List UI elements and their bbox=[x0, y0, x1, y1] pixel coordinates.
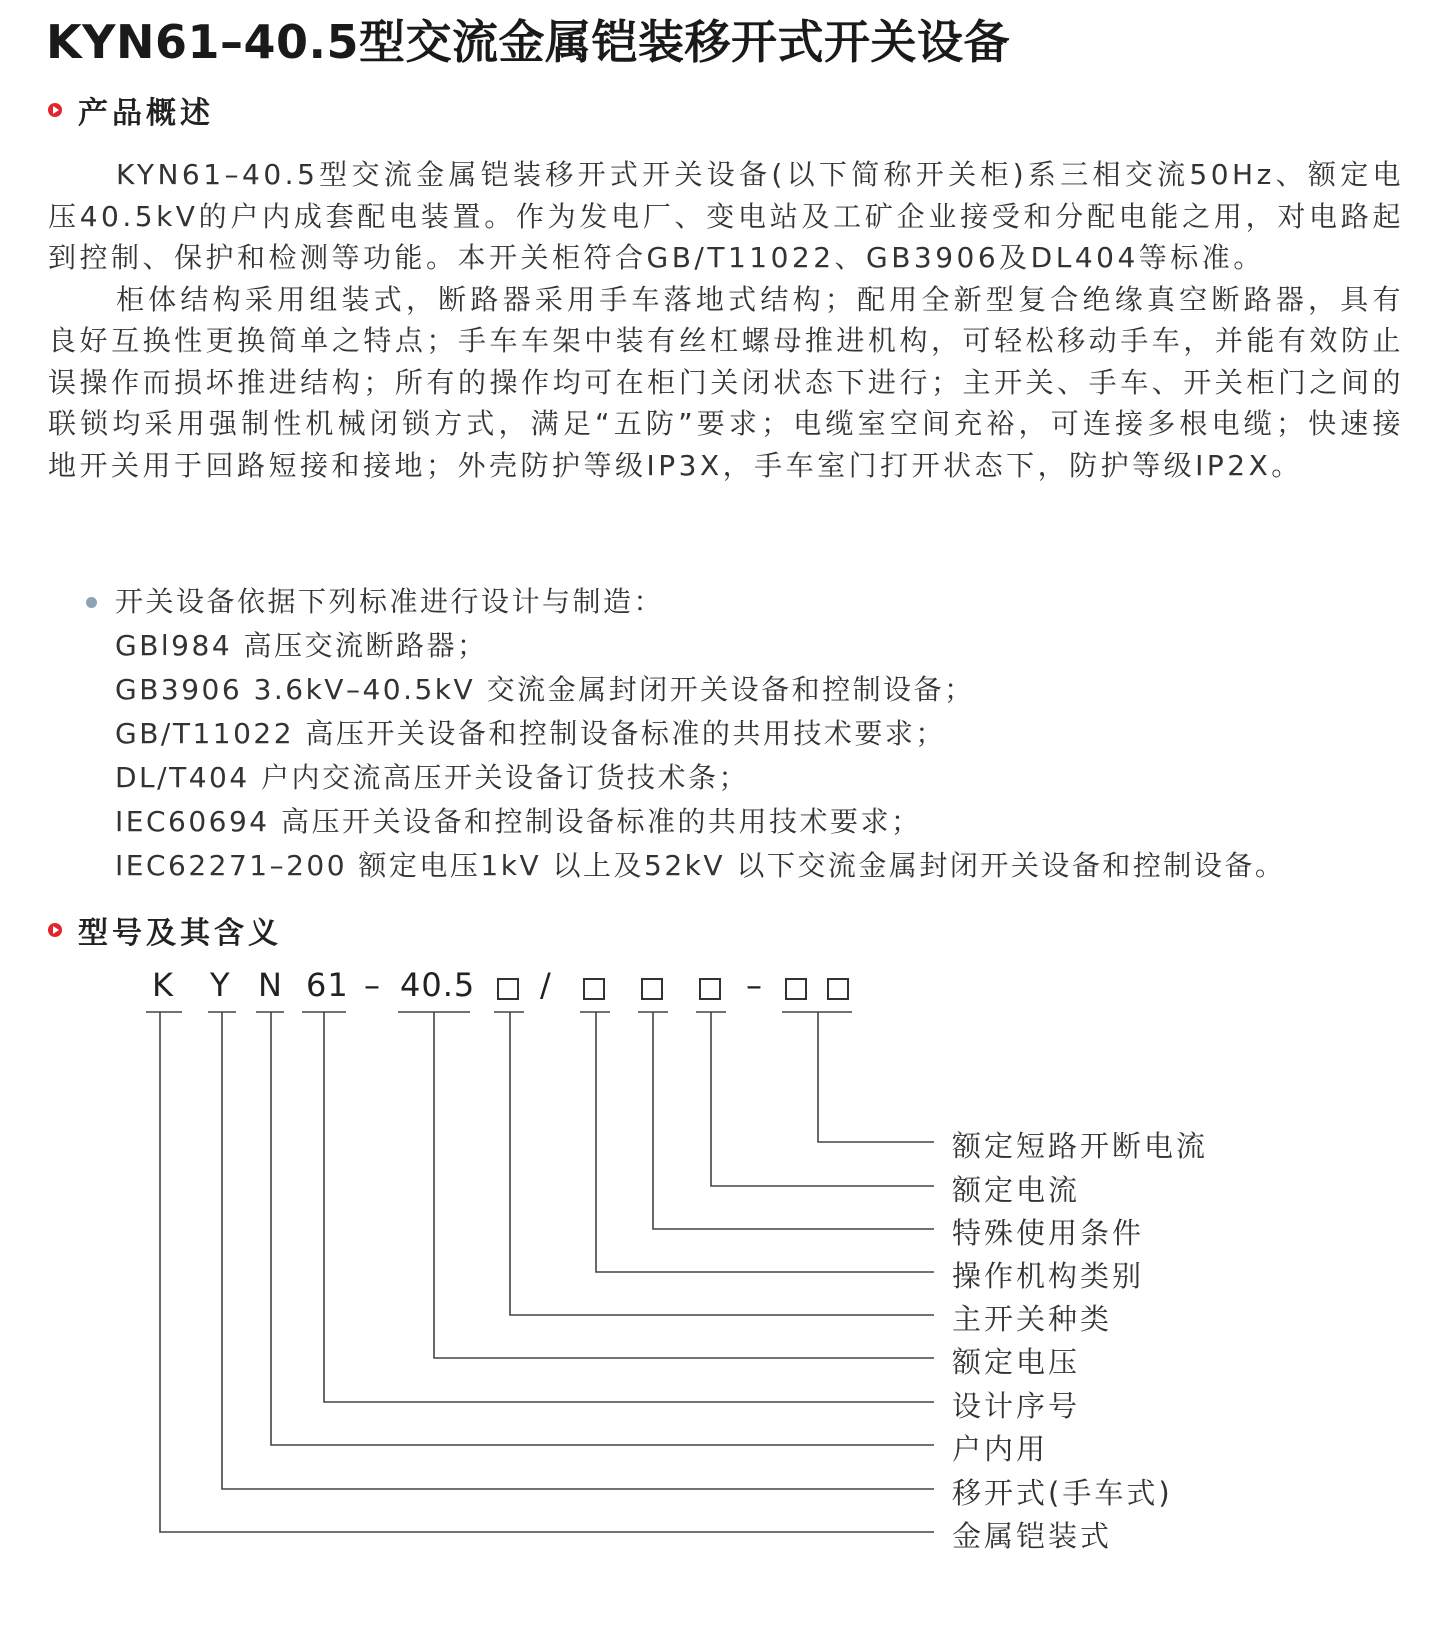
standard-item: GBl984 高压交流断路器； bbox=[115, 629, 488, 662]
meaning-label: 金属铠装式 bbox=[952, 1519, 1113, 1553]
code-voltage: 40.5 bbox=[400, 966, 476, 1004]
standard-item: GB/T11022 高压开关设备和控制设备标准的共用技术要求； bbox=[115, 717, 946, 750]
code-slash: / bbox=[540, 966, 552, 1004]
meaning-label: 主开关种类 bbox=[952, 1302, 1113, 1336]
meaning-label: 户内用 bbox=[952, 1432, 1049, 1466]
standards-intro-text: 开关设备依据下列标准进行设计与制造： bbox=[115, 585, 665, 618]
code-series-number: 61 bbox=[306, 966, 349, 1004]
meaning-label: 操作机构类别 bbox=[952, 1259, 1145, 1293]
code-letter-n: N bbox=[258, 966, 283, 1004]
meaning-label: 额定电压 bbox=[952, 1345, 1081, 1379]
leader-line bbox=[711, 1012, 934, 1186]
leader-line bbox=[222, 1012, 934, 1489]
meaning-label: 特殊使用条件 bbox=[952, 1216, 1145, 1250]
overview-paragraph: 柜体结构采用组装式，断路器采用手车落地式结构；配用全新型复合绝缘真空断路器，具有良好互换性更换简单之特点；手车车架中装有丝杠螺母推进机构，可轻松移动手车，并能有效防止误操作而损坏推进结构；所有的操作均可在柜门关闭状态下进行；主开关、手车、开关柜门之间的联锁均采用强制性机械闭锁方式，满足“五防”要求；电缆室空间充裕，可连接多根电缆；快速接地开关用于回路短接和接地；外壳防护等级IP3X，手车室门打开状态下，防护等级IP2X。 bbox=[48, 282, 1404, 482]
code-letter-k: K bbox=[152, 966, 174, 1004]
page-title: KYN61–40.5型交流金属铠装移开式开关设备 bbox=[46, 15, 1010, 69]
standard-item: IEC60694 高压开关设备和控制设备标准的共用技术要求； bbox=[115, 805, 922, 838]
standard-item: DL/T404 户内交流高压开关设备订货技术条； bbox=[115, 761, 750, 794]
overview-paragraph: KYN61–40.5型交流金属铠装移开式开关设备(以下简称开关柜)系三相交流50Hz、额定电压40.5kV的户内成套配电装置。作为发电厂、变电站及工矿企业接受和分配电能之用，对电路起到控制、保护和检测等功能。本开关柜符合GB/T11022、GB3906及DL404等标准。 bbox=[48, 158, 1404, 274]
standard-item: IEC62271–200 额定电压1kV 以上及52kV 以下交流金属封闭开关设备和控制设备。 bbox=[115, 849, 1286, 882]
meaning-label: 设计序号 bbox=[952, 1389, 1081, 1423]
leader-line bbox=[434, 1012, 934, 1358]
leader-line bbox=[510, 1012, 934, 1315]
code-dash: – bbox=[746, 966, 763, 1004]
section-heading-label: 型号及其含义 bbox=[78, 916, 282, 951]
code-letter-y: Y bbox=[210, 966, 231, 1004]
code-dash: – bbox=[364, 966, 381, 1004]
standard-item: GB3906 3.6kV–40.5kV 交流金属封闭开关设备和控制设备； bbox=[115, 673, 975, 706]
meaning-label: 额定短路开断电流 bbox=[952, 1129, 1209, 1163]
leader-line bbox=[324, 1012, 934, 1402]
leader-line bbox=[818, 1012, 934, 1142]
leader-line bbox=[653, 1012, 934, 1229]
meaning-label: 移开式(手车式) bbox=[952, 1476, 1173, 1510]
section-heading-label: 产品概述 bbox=[78, 96, 214, 131]
meaning-label: 额定电流 bbox=[952, 1173, 1081, 1207]
